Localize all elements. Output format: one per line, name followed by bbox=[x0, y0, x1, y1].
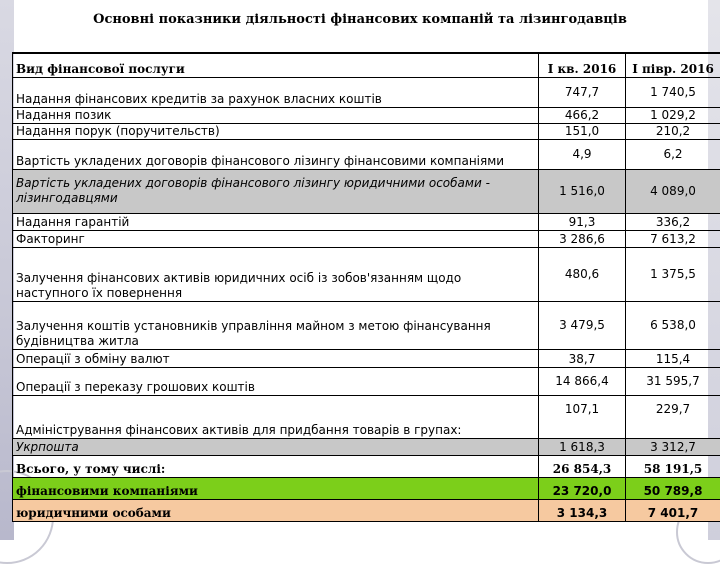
row-h1-value: 115,4 bbox=[626, 349, 720, 367]
row-h1-value: 1 375,5 bbox=[626, 247, 720, 301]
row-name: Надання позик bbox=[13, 107, 539, 123]
page-title: Основні показники діяльності фінансових компаній та лізингодавців bbox=[0, 12, 720, 27]
table-row bbox=[13, 438, 720, 455]
row-h1-value: 1 740,5 bbox=[626, 77, 720, 107]
row-name: юридичними особами bbox=[13, 499, 539, 521]
row-name: Вартість укладених договорів фінансового лізингу фінансовими компаніями bbox=[13, 139, 539, 169]
row-h1-value: 31 595,7 bbox=[626, 367, 720, 395]
row-h1-value: 1 029,2 bbox=[626, 107, 720, 123]
row-name: Залучення фінансових активів юридичних осіб із зобов'язанням щодо наступного їх повернення bbox=[13, 247, 539, 301]
table-row bbox=[13, 77, 720, 107]
table-row bbox=[13, 213, 720, 230]
row-q1-value: 14 866,4 bbox=[539, 367, 626, 395]
table-row bbox=[13, 230, 720, 247]
row-name: Факторинг bbox=[13, 230, 539, 247]
table-row bbox=[13, 247, 720, 301]
row-q1-value: 466,2 bbox=[539, 107, 626, 123]
row-q1-value: 4,9 bbox=[539, 139, 626, 169]
row-h1-value: 50 789,8 bbox=[626, 477, 720, 499]
table-row bbox=[13, 139, 720, 169]
row-q1-value: 3 286,6 bbox=[539, 230, 626, 247]
row-name: Адміністрування фінансових активів для придбання товарів в групах: bbox=[13, 395, 539, 438]
row-q1-value: 151,0 bbox=[539, 123, 626, 139]
row-q1-value: 1 618,3 bbox=[539, 438, 626, 455]
row-h1-value: 6,2 bbox=[626, 139, 720, 169]
row-q1-value: 91,3 bbox=[539, 213, 626, 230]
row-h1-value: 4 089,0 bbox=[626, 169, 720, 213]
table-row bbox=[13, 395, 720, 438]
row-h1-value: 229,7 bbox=[626, 395, 720, 438]
row-h1-value: 336,2 bbox=[626, 213, 720, 230]
row-q1-value: 23 720,0 bbox=[539, 477, 626, 499]
row-q1-value: 3 134,3 bbox=[539, 499, 626, 521]
table-row-legal-entities bbox=[13, 499, 720, 521]
row-name: Всього, у тому числі: bbox=[13, 455, 539, 477]
row-h1-value: 210,2 bbox=[626, 123, 720, 139]
row-name: Надання фінансових кредитів за рахунок власних коштів bbox=[13, 77, 539, 107]
financial-indicators-table bbox=[12, 52, 720, 522]
row-name: фінансовими компаніями bbox=[13, 477, 539, 499]
row-q1-value: 38,7 bbox=[539, 349, 626, 367]
row-q1-value: 1 516,0 bbox=[539, 169, 626, 213]
table-row bbox=[13, 301, 720, 349]
header-q1-2016: І кв. 2016 bbox=[539, 53, 626, 77]
row-name: Надання порук (поручительств) bbox=[13, 123, 539, 139]
table-row bbox=[13, 349, 720, 367]
row-name: Залучення коштів установників управління майном з метою фінансування будівництва житла bbox=[13, 301, 539, 349]
row-h1-value: 6 538,0 bbox=[626, 301, 720, 349]
table-header-row bbox=[13, 53, 720, 77]
header-service-type: Вид фінансової послуги bbox=[13, 53, 539, 77]
table-row-financial-companies bbox=[13, 477, 720, 499]
row-q1-value: 747,7 bbox=[539, 77, 626, 107]
table-row bbox=[13, 367, 720, 395]
row-name: Операції з переказу грошових коштів bbox=[13, 367, 539, 395]
table-row bbox=[13, 107, 720, 123]
row-q1-value: 26 854,3 bbox=[539, 455, 626, 477]
row-h1-value: 3 312,7 bbox=[626, 438, 720, 455]
row-q1-value: 107,1 bbox=[539, 395, 626, 438]
table-row-total bbox=[13, 455, 720, 477]
row-name: Вартість укладених договорів фінансового лізингу юридичними особами - лізингодавцями bbox=[13, 169, 539, 213]
table-row bbox=[13, 169, 720, 213]
row-q1-value: 3 479,5 bbox=[539, 301, 626, 349]
row-name: Операції з обміну валют bbox=[13, 349, 539, 367]
header-h1-2016: І півр. 2016 bbox=[626, 53, 720, 77]
table-row bbox=[13, 123, 720, 139]
row-name: Надання гарантій bbox=[13, 213, 539, 230]
row-name: Укрпошта bbox=[13, 438, 539, 455]
row-h1-value: 7 613,2 bbox=[626, 230, 720, 247]
row-h1-value: 7 401,7 bbox=[626, 499, 720, 521]
row-q1-value: 480,6 bbox=[539, 247, 626, 301]
row-h1-value: 58 191,5 bbox=[626, 455, 720, 477]
